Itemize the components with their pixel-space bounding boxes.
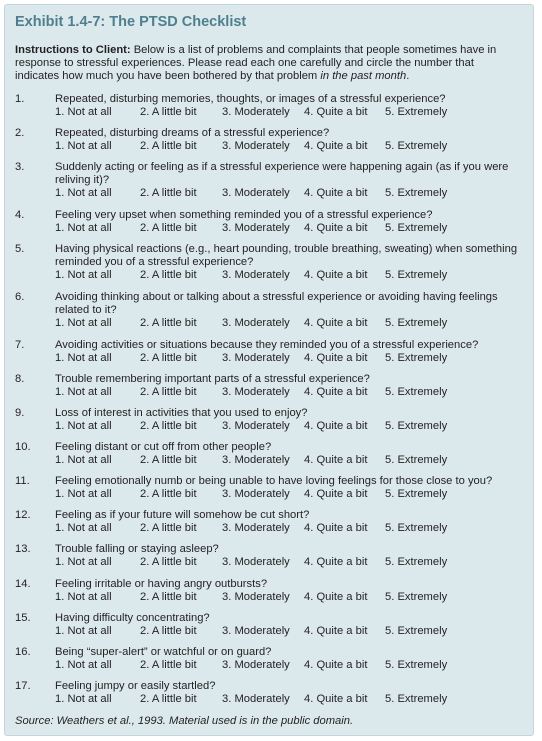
rating-option[interactable]: 4. Quite a bit: [304, 352, 368, 364]
checklist-item: [15, 373, 525, 400]
rating-option[interactable]: 3. Moderately: [222, 222, 290, 234]
rating-option[interactable]: 3. Moderately: [222, 556, 290, 568]
checklist-item: [15, 291, 525, 331]
rating-option[interactable]: 1. Not at all: [55, 454, 112, 466]
rating-option[interactable]: 2. A little bit: [140, 556, 197, 568]
rating-option[interactable]: 4. Quite a bit: [304, 454, 368, 466]
rating-option[interactable]: 1. Not at all: [55, 106, 112, 118]
rating-option[interactable]: 2. A little bit: [140, 386, 197, 398]
item-question: Feeling emotionally numb or being unable to have loving feelings for those close to you?: [55, 475, 493, 487]
rating-option[interactable]: 3. Moderately: [222, 488, 290, 500]
instructions-emphasis: in the past month: [320, 70, 407, 82]
item-number: 2.: [15, 127, 25, 139]
rating-option[interactable]: 4. Quite a bit: [304, 222, 368, 234]
item-question: Feeling jumpy or easily startled?: [55, 680, 216, 692]
rating-option[interactable]: 4. Quite a bit: [304, 693, 368, 705]
instructions-label: Instructions to Client:: [15, 44, 131, 56]
rating-option[interactable]: 5. Extremely: [385, 591, 448, 603]
rating-option[interactable]: 4. Quite a bit: [304, 140, 368, 152]
item-question: Feeling distant or cut off from other people?: [55, 441, 272, 453]
rating-option[interactable]: 1. Not at all: [55, 556, 112, 568]
item-question: Loss of interest in activities that you used to enjoy?: [55, 407, 308, 419]
item-question: Suddenly acting or feeling as if a stressful experience were happening again (as if you were reliving it)?: [55, 161, 509, 186]
rating-option[interactable]: 5. Extremely: [385, 386, 448, 398]
rating-option[interactable]: 2. A little bit: [140, 352, 197, 364]
rating-option[interactable]: 5. Extremely: [385, 556, 448, 568]
rating-option[interactable]: 1. Not at all: [55, 591, 112, 603]
rating-option[interactable]: 2. A little bit: [140, 522, 197, 534]
checklist-item: [15, 612, 525, 639]
rating-option[interactable]: 1. Not at all: [55, 140, 112, 152]
rating-option[interactable]: 2. A little bit: [140, 222, 197, 234]
rating-option[interactable]: 1. Not at all: [55, 625, 112, 637]
rating-option[interactable]: 5. Extremely: [385, 106, 448, 118]
rating-option[interactable]: 1. Not at all: [55, 269, 112, 281]
checklist-item: [15, 209, 525, 236]
rating-option[interactable]: 5. Extremely: [385, 659, 448, 671]
item-number: 9.: [15, 407, 25, 419]
instructions-end: .: [406, 70, 410, 82]
rating-option[interactable]: 2. A little bit: [140, 269, 197, 281]
rating-option[interactable]: 2. A little bit: [140, 140, 197, 152]
item-number: 17.: [15, 680, 31, 692]
item-question: Feeling irritable or having angry outbursts?: [55, 578, 268, 590]
checklist-item: [15, 161, 525, 201]
rating-option[interactable]: 5. Extremely: [385, 222, 448, 234]
rating-option[interactable]: 3. Moderately: [222, 625, 290, 637]
item-question: Avoiding activities or situations because they reminded you of a stressful experience?: [55, 339, 479, 351]
item-number: 16.: [15, 646, 31, 658]
checklist-item: [15, 127, 525, 154]
checklist-item: [15, 93, 525, 120]
rating-option[interactable]: 5. Extremely: [385, 352, 448, 364]
item-question: Having physical reactions (e.g., heart pounding, trouble breathing, sweating) when something reminded you of a stressful experience?: [55, 243, 518, 268]
rating-option[interactable]: 3. Moderately: [222, 420, 290, 432]
checklist-item: [15, 543, 525, 570]
rating-option[interactable]: 5. Extremely: [385, 625, 448, 637]
checklist-item: [15, 680, 525, 707]
rating-option[interactable]: 4. Quite a bit: [304, 522, 368, 534]
rating-option[interactable]: 1. Not at all: [55, 420, 112, 432]
rating-option[interactable]: 2. A little bit: [140, 187, 197, 199]
rating-option[interactable]: 2. A little bit: [140, 454, 197, 466]
instructions: [15, 44, 521, 83]
rating-option[interactable]: 2. A little bit: [140, 591, 197, 603]
rating-option[interactable]: 1. Not at all: [55, 386, 112, 398]
rating-option[interactable]: 2. A little bit: [140, 106, 197, 118]
rating-option[interactable]: 1. Not at all: [55, 522, 112, 534]
item-number: 13.: [15, 543, 31, 555]
rating-option[interactable]: 5. Extremely: [385, 269, 448, 281]
item-question: Feeling very upset when something reminded you of a stressful experience?: [55, 209, 433, 221]
ptsd-checklist-exhibit: [4, 4, 534, 736]
item-number: 12.: [15, 509, 31, 521]
item-question: Having difficulty concentrating?: [55, 612, 210, 624]
checklist-item: [15, 509, 525, 536]
rating-option[interactable]: 2. A little bit: [140, 659, 197, 671]
checklist-item: [15, 475, 525, 502]
rating-option[interactable]: 3. Moderately: [222, 659, 290, 671]
rating-option[interactable]: 4. Quite a bit: [304, 591, 368, 603]
item-number: 6.: [15, 291, 25, 303]
rating-option[interactable]: 3. Moderately: [222, 317, 290, 329]
rating-option[interactable]: 3. Moderately: [222, 269, 290, 281]
rating-option[interactable]: 4. Quite a bit: [304, 625, 368, 637]
exhibit-title: Exhibit 1.4-7: The PTSD Checklist: [15, 14, 247, 30]
rating-option[interactable]: 3. Moderately: [222, 187, 290, 199]
rating-option[interactable]: 4. Quite a bit: [304, 106, 368, 118]
item-question: Trouble remembering important parts of a stressful experience?: [55, 373, 370, 385]
rating-option[interactable]: 5. Extremely: [385, 454, 448, 466]
rating-option[interactable]: 2. A little bit: [140, 625, 197, 637]
rating-option[interactable]: 4. Quite a bit: [304, 556, 368, 568]
item-number: 1.: [15, 93, 25, 105]
item-question: Avoiding thinking about or talking about a stressful experience or avoiding having feelings related to it?: [55, 291, 498, 316]
rating-option[interactable]: 5. Extremely: [385, 522, 448, 534]
rating-option[interactable]: 1. Not at all: [55, 317, 112, 329]
rating-option[interactable]: 5. Extremely: [385, 317, 448, 329]
checklist-item: [15, 243, 525, 283]
item-number: 11.: [15, 475, 30, 487]
item-number: 8.: [15, 373, 25, 385]
rating-option[interactable]: 4. Quite a bit: [304, 317, 368, 329]
rating-option[interactable]: 3. Moderately: [222, 693, 290, 705]
rating-option[interactable]: 4. Quite a bit: [304, 488, 368, 500]
rating-option[interactable]: 4. Quite a bit: [304, 386, 368, 398]
rating-option[interactable]: 1. Not at all: [55, 488, 112, 500]
item-question: Feeling as if your future will somehow be cut short?: [55, 509, 310, 521]
rating-option[interactable]: 5. Extremely: [385, 420, 448, 432]
rating-option[interactable]: 3. Moderately: [222, 386, 290, 398]
rating-option[interactable]: 3. Moderately: [222, 454, 290, 466]
rating-option[interactable]: 5. Extremely: [385, 488, 448, 500]
rating-option[interactable]: 3. Moderately: [222, 591, 290, 603]
rating-option[interactable]: 5. Extremely: [385, 140, 448, 152]
source-note: Source: Weathers et al., 1993. Material used is in the public domain.: [15, 715, 354, 727]
item-number: 14.: [15, 578, 31, 590]
rating-option[interactable]: 1. Not at all: [55, 187, 112, 199]
item-number: 15.: [15, 612, 31, 624]
checklist-item: [15, 441, 525, 468]
item-number: 10.: [15, 441, 31, 453]
rating-option[interactable]: 3. Moderately: [222, 106, 290, 118]
rating-option[interactable]: 1. Not at all: [55, 222, 112, 234]
rating-option[interactable]: 3. Moderately: [222, 522, 290, 534]
rating-option[interactable]: 2. A little bit: [140, 693, 197, 705]
item-question: Repeated, disturbing dreams of a stressful experience?: [55, 127, 330, 139]
item-number: 5.: [15, 243, 25, 255]
checklist-item: [15, 339, 525, 366]
rating-option[interactable]: 1. Not at all: [55, 352, 112, 364]
checklist-item: [15, 407, 525, 434]
rating-option[interactable]: 2. A little bit: [140, 420, 197, 432]
item-question: Being “super-alert” or watchful or on guard?: [55, 646, 272, 658]
rating-option[interactable]: 1. Not at all: [55, 693, 112, 705]
rating-option[interactable]: 5. Extremely: [385, 187, 448, 199]
checklist-item: [15, 646, 525, 673]
rating-option[interactable]: 1. Not at all: [55, 659, 112, 671]
rating-option[interactable]: 4. Quite a bit: [304, 187, 368, 199]
item-question: Repeated, disturbing memories, thoughts, or images of a stressful experience?: [55, 93, 446, 105]
item-number: 3.: [15, 161, 25, 173]
rating-option[interactable]: 5. Extremely: [385, 693, 448, 705]
rating-option[interactable]: 2. A little bit: [140, 317, 197, 329]
item-question: Trouble falling or staying asleep?: [55, 543, 219, 555]
item-number: 7.: [15, 339, 25, 351]
rating-option[interactable]: 3. Moderately: [222, 352, 290, 364]
rating-option[interactable]: 4. Quite a bit: [304, 420, 368, 432]
checklist-item: [15, 578, 525, 605]
instructions-text: Below is a list of problems and complaints that people sometimes have in response to stressful experiences. Please read each one carefully and circle the number that indicates how much you have been bothered by that problem: [15, 44, 497, 82]
item-number: 4.: [15, 209, 25, 221]
rating-option[interactable]: 2. A little bit: [140, 488, 197, 500]
rating-option[interactable]: 4. Quite a bit: [304, 659, 368, 671]
rating-option[interactable]: 3. Moderately: [222, 140, 290, 152]
rating-option[interactable]: 4. Quite a bit: [304, 269, 368, 281]
